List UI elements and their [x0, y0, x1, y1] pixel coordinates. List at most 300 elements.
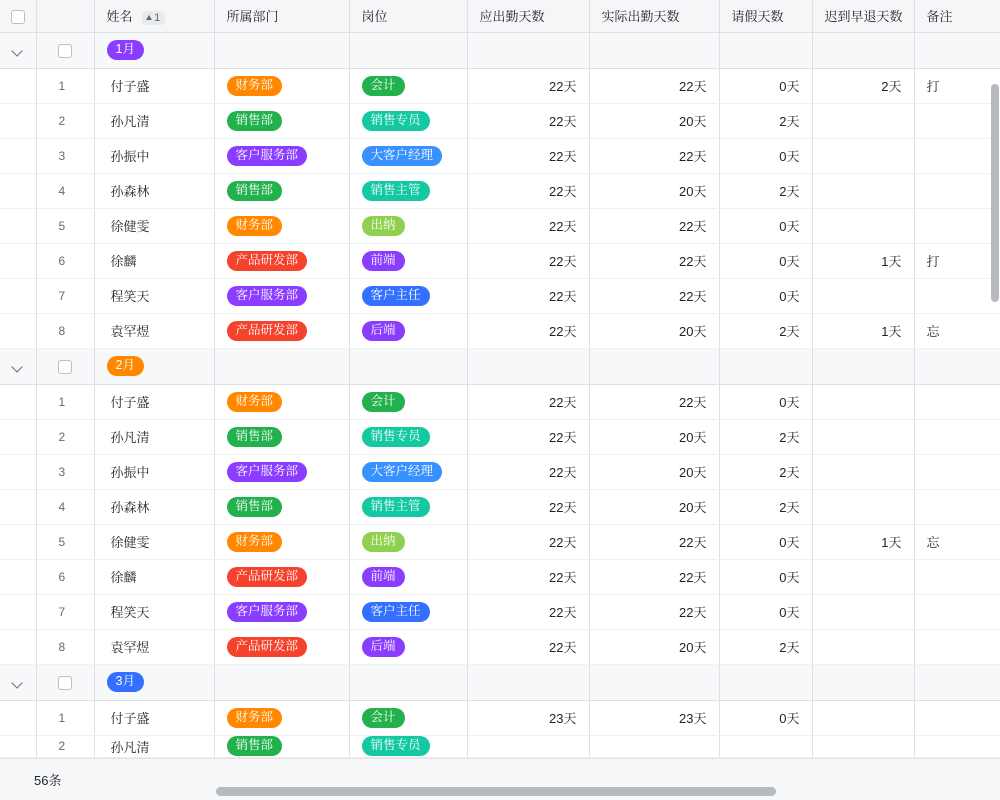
row-actual-days[interactable]: 20天 — [589, 629, 719, 664]
row-should-days[interactable]: 22天 — [467, 278, 589, 313]
row-index: 8 — [36, 629, 94, 664]
group-leave-cell — [719, 348, 812, 384]
group-note-cell — [914, 348, 1000, 384]
row-post[interactable] — [349, 103, 467, 138]
row-actual-days[interactable]: 22天 — [589, 594, 719, 629]
tag-pill: 产品研发部 — [227, 637, 308, 657]
tag-pill: 销售部 — [227, 111, 283, 131]
row-actual-days[interactable]: 22天 — [589, 278, 719, 313]
tag-pill: 产品研发部 — [227, 251, 308, 271]
row-name[interactable]: 徐健雯 — [94, 524, 214, 559]
row-leave-days[interactable]: 2天 — [719, 489, 812, 524]
tag-pill: 客户服务部 — [227, 602, 308, 622]
row-index: 6 — [36, 559, 94, 594]
group-select-cell[interactable] — [36, 664, 94, 700]
horizontal-scrollbar-thumb[interactable] — [216, 787, 776, 796]
vertical-scrollbar-thumb[interactable] — [991, 84, 999, 302]
row-name[interactable]: 孙凡清 — [94, 103, 214, 138]
row-leave-days[interactable]: 0天 — [719, 700, 812, 735]
header-select-all[interactable] — [0, 0, 36, 32]
row-handle-cell[interactable] — [0, 489, 36, 524]
group-note-cell — [914, 32, 1000, 68]
table-row[interactable] — [0, 384, 1000, 419]
tag-pill: 客户主任 — [362, 602, 430, 622]
row-actual-days[interactable]: 22天 — [589, 243, 719, 278]
row-handle-cell[interactable] — [0, 208, 36, 243]
row-dept[interactable] — [214, 700, 349, 735]
tag-pill: 销售部 — [227, 427, 283, 447]
tag-pill: 销售部 — [227, 181, 283, 201]
row-name[interactable]: 孙振中 — [94, 138, 214, 173]
row-handle-cell[interactable] — [0, 138, 36, 173]
table-row[interactable] — [0, 278, 1000, 313]
group-label-cell — [94, 32, 214, 68]
row-note[interactable] — [914, 419, 1000, 454]
row-handle-cell[interactable] — [0, 454, 36, 489]
row-note[interactable] — [914, 700, 1000, 735]
row-should-days[interactable]: 22天 — [467, 173, 589, 208]
row-handle-cell[interactable] — [0, 735, 36, 757]
table-row[interactable] — [0, 489, 1000, 524]
group-leave-cell — [719, 32, 812, 68]
row-handle-cell[interactable] — [0, 278, 36, 313]
group-select-cell[interactable] — [36, 348, 94, 384]
row-handle-cell[interactable] — [0, 103, 36, 138]
row-actual-days[interactable]: 22天 — [589, 138, 719, 173]
row-late-days[interactable] — [812, 278, 914, 313]
row-index: 3 — [36, 138, 94, 173]
group-dept-cell — [214, 32, 349, 68]
row-actual-days[interactable] — [589, 735, 719, 757]
row-name[interactable]: 孙振中 — [94, 454, 214, 489]
row-note[interactable] — [914, 594, 1000, 629]
row-index: 1 — [36, 68, 94, 103]
row-handle-cell[interactable] — [0, 594, 36, 629]
row-name[interactable]: 袁罕煜 — [94, 313, 214, 348]
row-index: 3 — [36, 454, 94, 489]
group-actual-cell — [589, 664, 719, 700]
row-post[interactable] — [349, 208, 467, 243]
row-leave-days[interactable]: 0天 — [719, 594, 812, 629]
row-actual-days[interactable]: 22天 — [589, 559, 719, 594]
row-leave-days[interactable]: 2天 — [719, 629, 812, 664]
row-dept[interactable] — [214, 594, 349, 629]
row-dept[interactable] — [214, 68, 349, 103]
tag-pill: 会计 — [362, 708, 405, 728]
row-actual-days[interactable]: 23天 — [589, 700, 719, 735]
footer-bar — [0, 758, 1000, 800]
table-row[interactable] — [0, 103, 1000, 138]
row-handle-cell[interactable] — [0, 559, 36, 594]
chevron-down-icon[interactable] — [12, 361, 24, 373]
row-index: 1 — [36, 700, 94, 735]
row-name[interactable]: 徐麟 — [94, 559, 214, 594]
row-dept[interactable] — [214, 735, 349, 757]
row-post[interactable] — [349, 313, 467, 348]
row-should-days[interactable]: 22天 — [467, 103, 589, 138]
row-post[interactable] — [349, 735, 467, 757]
row-index: 4 — [36, 489, 94, 524]
row-note[interactable] — [914, 629, 1000, 664]
group-checkbox-icon[interactable] — [58, 676, 72, 690]
row-dept[interactable] — [214, 208, 349, 243]
header-dept[interactable]: 所属部门 — [214, 0, 349, 32]
row-dept[interactable] — [214, 138, 349, 173]
group-label-cell — [94, 664, 214, 700]
row-note[interactable]: 打 — [914, 68, 1000, 103]
row-name[interactable]: 孙森林 — [94, 173, 214, 208]
row-note[interactable] — [914, 384, 1000, 419]
header-late-days[interactable]: 迟到早退天数 — [812, 0, 914, 32]
group-header-row[interactable] — [0, 348, 1000, 384]
group-dept-cell — [214, 348, 349, 384]
row-late-days[interactable] — [812, 559, 914, 594]
row-index: 5 — [36, 524, 94, 559]
name-sort-chip[interactable] — [142, 11, 165, 25]
row-note[interactable] — [914, 173, 1000, 208]
row-index: 7 — [36, 278, 94, 313]
row-actual-days[interactable]: 20天 — [589, 313, 719, 348]
select-all-checkbox-icon[interactable] — [11, 10, 25, 24]
tag-pill: 客户服务部 — [227, 462, 308, 482]
tag-pill: 大客户经理 — [362, 462, 443, 482]
row-post[interactable] — [349, 489, 467, 524]
group-header-row[interactable] — [0, 32, 1000, 68]
tag-pill: 会计 — [362, 392, 405, 412]
tag-pill: 1月 — [107, 40, 144, 60]
group-late-cell — [812, 32, 914, 68]
tag-pill: 销售部 — [227, 736, 283, 756]
tag-pill: 产品研发部 — [227, 567, 308, 587]
row-late-days[interactable]: 1天 — [812, 243, 914, 278]
header-leave-days[interactable]: 请假天数 — [719, 0, 812, 32]
row-name[interactable]: 孙森林 — [94, 489, 214, 524]
row-post[interactable] — [349, 559, 467, 594]
row-leave-days[interactable]: 0天 — [719, 243, 812, 278]
row-index: 2 — [36, 735, 94, 757]
chevron-down-icon[interactable] — [12, 45, 24, 57]
tag-pill: 财务部 — [227, 532, 283, 552]
group-should-cell — [467, 664, 589, 700]
table-row[interactable] — [0, 68, 1000, 103]
tag-pill: 客户服务部 — [227, 286, 308, 306]
row-late-days[interactable]: 1天 — [812, 524, 914, 559]
row-leave-days[interactable]: 2天 — [719, 419, 812, 454]
sort-order-number: 1 — [154, 11, 161, 24]
row-index: 8 — [36, 313, 94, 348]
row-late-days[interactable] — [812, 454, 914, 489]
chevron-down-icon[interactable] — [12, 677, 24, 689]
row-post[interactable] — [349, 700, 467, 735]
tag-pill: 后端 — [362, 637, 405, 657]
table-row[interactable] — [0, 559, 1000, 594]
row-index: 5 — [36, 208, 94, 243]
row-should-days[interactable]: 22天 — [467, 68, 589, 103]
table-row[interactable] — [0, 243, 1000, 278]
tag-pill: 销售专员 — [362, 736, 430, 756]
row-leave-days[interactable]: 2天 — [719, 173, 812, 208]
row-name[interactable]: 袁罕煜 — [94, 629, 214, 664]
tag-pill: 客户主任 — [362, 286, 430, 306]
tag-pill: 大客户经理 — [362, 146, 443, 166]
group-actual-cell — [589, 348, 719, 384]
group-post-cell — [349, 32, 467, 68]
row-handle-cell[interactable] — [0, 419, 36, 454]
row-leave-days[interactable]: 0天 — [719, 559, 812, 594]
group-dept-cell — [214, 664, 349, 700]
row-leave-days[interactable]: 0天 — [719, 138, 812, 173]
row-should-days[interactable] — [467, 735, 589, 757]
row-late-days[interactable] — [812, 208, 914, 243]
vertical-scrollbar[interactable] — [991, 32, 999, 712]
tag-pill: 财务部 — [227, 392, 283, 412]
row-note[interactable] — [914, 103, 1000, 138]
row-leave-days[interactable]: 0天 — [719, 68, 812, 103]
row-name[interactable]: 付子盛 — [94, 384, 214, 419]
row-handle-cell[interactable] — [0, 629, 36, 664]
row-should-days[interactable]: 22天 — [467, 208, 589, 243]
row-dept[interactable] — [214, 524, 349, 559]
row-should-days[interactable]: 23天 — [467, 700, 589, 735]
row-post[interactable] — [349, 243, 467, 278]
row-dept[interactable] — [214, 103, 349, 138]
row-leave-days[interactable]: 0天 — [719, 208, 812, 243]
tag-pill: 出纳 — [362, 532, 405, 552]
table-body — [0, 32, 1000, 757]
row-note[interactable]: 打 — [914, 243, 1000, 278]
row-leave-days[interactable]: 2天 — [719, 313, 812, 348]
table-row[interactable] — [0, 700, 1000, 735]
horizontal-scrollbar[interactable] — [216, 787, 1000, 796]
tag-pill: 前端 — [362, 567, 405, 587]
tag-pill: 前端 — [362, 251, 405, 271]
row-name[interactable]: 程笑天 — [94, 594, 214, 629]
row-actual-days[interactable]: 20天 — [589, 419, 719, 454]
row-late-days[interactable] — [812, 419, 914, 454]
tag-pill: 财务部 — [227, 76, 283, 96]
group-note-cell — [914, 664, 1000, 700]
row-late-days[interactable] — [812, 700, 914, 735]
row-note[interactable] — [914, 454, 1000, 489]
tag-pill: 销售专员 — [362, 427, 430, 447]
tag-pill: 产品研发部 — [227, 321, 308, 341]
row-leave-days[interactable]: 2天 — [719, 454, 812, 489]
row-dept[interactable] — [214, 278, 349, 313]
group-leave-cell — [719, 664, 812, 700]
row-should-days[interactable]: 22天 — [467, 138, 589, 173]
record-count-label: 56条 — [34, 773, 62, 788]
row-note[interactable]: 忘 — [914, 313, 1000, 348]
row-handle-cell[interactable] — [0, 524, 36, 559]
row-dept[interactable] — [214, 454, 349, 489]
group-should-cell — [467, 32, 589, 68]
table-row[interactable] — [0, 173, 1000, 208]
row-dept[interactable] — [214, 313, 349, 348]
header-row — [0, 0, 1000, 32]
row-should-days[interactable]: 22天 — [467, 594, 589, 629]
row-post[interactable] — [349, 138, 467, 173]
row-actual-days[interactable]: 20天 — [589, 489, 719, 524]
group-late-cell — [812, 664, 914, 700]
row-should-days[interactable]: 22天 — [467, 313, 589, 348]
group-label-cell — [94, 348, 214, 384]
row-should-days[interactable]: 22天 — [467, 243, 589, 278]
row-note[interactable] — [914, 489, 1000, 524]
header-should-days[interactable]: 应出勤天数 — [467, 0, 589, 32]
header-index — [36, 0, 94, 32]
header-actual-days[interactable]: 实际出勤天数 — [589, 0, 719, 32]
tag-pill: 财务部 — [227, 708, 283, 728]
row-leave-days[interactable]: 0天 — [719, 384, 812, 419]
row-late-days[interactable] — [812, 594, 914, 629]
row-actual-days[interactable]: 20天 — [589, 173, 719, 208]
row-handle-cell[interactable] — [0, 68, 36, 103]
row-late-days[interactable] — [812, 735, 914, 757]
table-row[interactable] — [0, 419, 1000, 454]
row-should-days[interactable]: 22天 — [467, 524, 589, 559]
tag-pill: 客户服务部 — [227, 146, 308, 166]
group-post-cell — [349, 664, 467, 700]
row-name[interactable]: 付子盛 — [94, 68, 214, 103]
row-handle-cell[interactable] — [0, 243, 36, 278]
row-name[interactable]: 付子盛 — [94, 700, 214, 735]
table-row[interactable] — [0, 454, 1000, 489]
row-late-days[interactable] — [812, 173, 914, 208]
header-name-label: 姓名 — [106, 9, 133, 25]
group-header-row[interactable] — [0, 664, 1000, 700]
row-note[interactable]: 忘 — [914, 524, 1000, 559]
row-name[interactable]: 孙凡清 — [94, 419, 214, 454]
row-note[interactable] — [914, 208, 1000, 243]
row-actual-days[interactable]: 22天 — [589, 524, 719, 559]
row-leave-days[interactable] — [719, 735, 812, 757]
row-note[interactable] — [914, 735, 1000, 757]
group-collapse-cell[interactable] — [0, 32, 36, 68]
header-note[interactable]: 备注 — [914, 0, 1000, 32]
row-actual-days[interactable]: 20天 — [589, 454, 719, 489]
group-should-cell — [467, 348, 589, 384]
group-collapse-cell[interactable] — [0, 348, 36, 384]
row-late-days[interactable] — [812, 489, 914, 524]
row-handle-cell[interactable] — [0, 700, 36, 735]
row-handle-cell[interactable] — [0, 313, 36, 348]
row-index: 1 — [36, 384, 94, 419]
row-index: 6 — [36, 243, 94, 278]
row-leave-days[interactable]: 2天 — [719, 103, 812, 138]
row-post[interactable] — [349, 173, 467, 208]
tag-pill: 出纳 — [362, 216, 405, 236]
row-index: 2 — [36, 103, 94, 138]
table-row[interactable] — [0, 313, 1000, 348]
row-should-days[interactable]: 22天 — [467, 419, 589, 454]
tag-pill: 3月 — [107, 672, 144, 692]
group-checkbox-icon[interactable] — [58, 44, 72, 58]
tag-pill: 销售专员 — [362, 111, 430, 131]
row-actual-days[interactable]: 22天 — [589, 68, 719, 103]
table-row[interactable] — [0, 138, 1000, 173]
row-late-days[interactable] — [812, 103, 914, 138]
header-name[interactable] — [94, 0, 214, 32]
group-collapse-cell[interactable] — [0, 664, 36, 700]
row-should-days[interactable]: 22天 — [467, 629, 589, 664]
table-row[interactable] — [0, 524, 1000, 559]
row-late-days[interactable]: 2天 — [812, 68, 914, 103]
row-dept[interactable] — [214, 243, 349, 278]
group-select-cell[interactable] — [36, 32, 94, 68]
row-dept[interactable] — [214, 173, 349, 208]
row-late-days[interactable]: 1天 — [812, 313, 914, 348]
sort-asc-icon — [146, 15, 152, 20]
row-actual-days[interactable]: 20天 — [589, 103, 719, 138]
row-dept[interactable] — [214, 629, 349, 664]
tag-pill: 销售部 — [227, 497, 283, 517]
group-checkbox-icon[interactable] — [58, 360, 72, 374]
row-late-days[interactable] — [812, 138, 914, 173]
row-dept[interactable] — [214, 489, 349, 524]
row-index: 7 — [36, 594, 94, 629]
tag-pill: 销售主管 — [362, 497, 430, 517]
row-name[interactable]: 孙凡清 — [94, 735, 214, 757]
group-late-cell — [812, 348, 914, 384]
row-post[interactable] — [349, 278, 467, 313]
tag-pill: 2月 — [107, 356, 144, 376]
tag-pill: 销售主管 — [362, 181, 430, 201]
row-index: 4 — [36, 173, 94, 208]
row-post[interactable] — [349, 68, 467, 103]
row-late-days[interactable] — [812, 629, 914, 664]
group-post-cell — [349, 348, 467, 384]
row-dept[interactable] — [214, 419, 349, 454]
row-dept[interactable] — [214, 384, 349, 419]
row-note[interactable] — [914, 559, 1000, 594]
row-post[interactable] — [349, 454, 467, 489]
table-row[interactable] — [0, 594, 1000, 629]
table-header — [0, 0, 1000, 32]
row-note[interactable] — [914, 278, 1000, 313]
row-handle-cell[interactable] — [0, 173, 36, 208]
row-leave-days[interactable]: 0天 — [719, 524, 812, 559]
row-post[interactable] — [349, 419, 467, 454]
row-name[interactable]: 徐麟 — [94, 243, 214, 278]
row-post[interactable] — [349, 384, 467, 419]
row-should-days[interactable]: 22天 — [467, 454, 589, 489]
table-row[interactable] — [0, 629, 1000, 664]
row-should-days[interactable]: 22天 — [467, 559, 589, 594]
row-dept[interactable] — [214, 559, 349, 594]
row-actual-days[interactable]: 22天 — [589, 208, 719, 243]
row-late-days[interactable] — [812, 384, 914, 419]
tag-pill: 财务部 — [227, 216, 283, 236]
row-name[interactable]: 徐健雯 — [94, 208, 214, 243]
table-row[interactable] — [0, 208, 1000, 243]
row-should-days[interactable]: 22天 — [467, 489, 589, 524]
row-post[interactable] — [349, 629, 467, 664]
row-index: 2 — [36, 419, 94, 454]
row-post[interactable] — [349, 594, 467, 629]
header-post[interactable]: 岗位 — [349, 0, 467, 32]
table-row[interactable] — [0, 735, 1000, 757]
row-post[interactable] — [349, 524, 467, 559]
row-name[interactable]: 程笑天 — [94, 278, 214, 313]
row-should-days[interactable]: 22天 — [467, 384, 589, 419]
group-actual-cell — [589, 32, 719, 68]
row-leave-days[interactable]: 0天 — [719, 278, 812, 313]
row-note[interactable] — [914, 138, 1000, 173]
tag-pill: 会计 — [362, 76, 405, 96]
tag-pill: 后端 — [362, 321, 405, 341]
row-actual-days[interactable]: 22天 — [589, 384, 719, 419]
row-handle-cell[interactable] — [0, 384, 36, 419]
